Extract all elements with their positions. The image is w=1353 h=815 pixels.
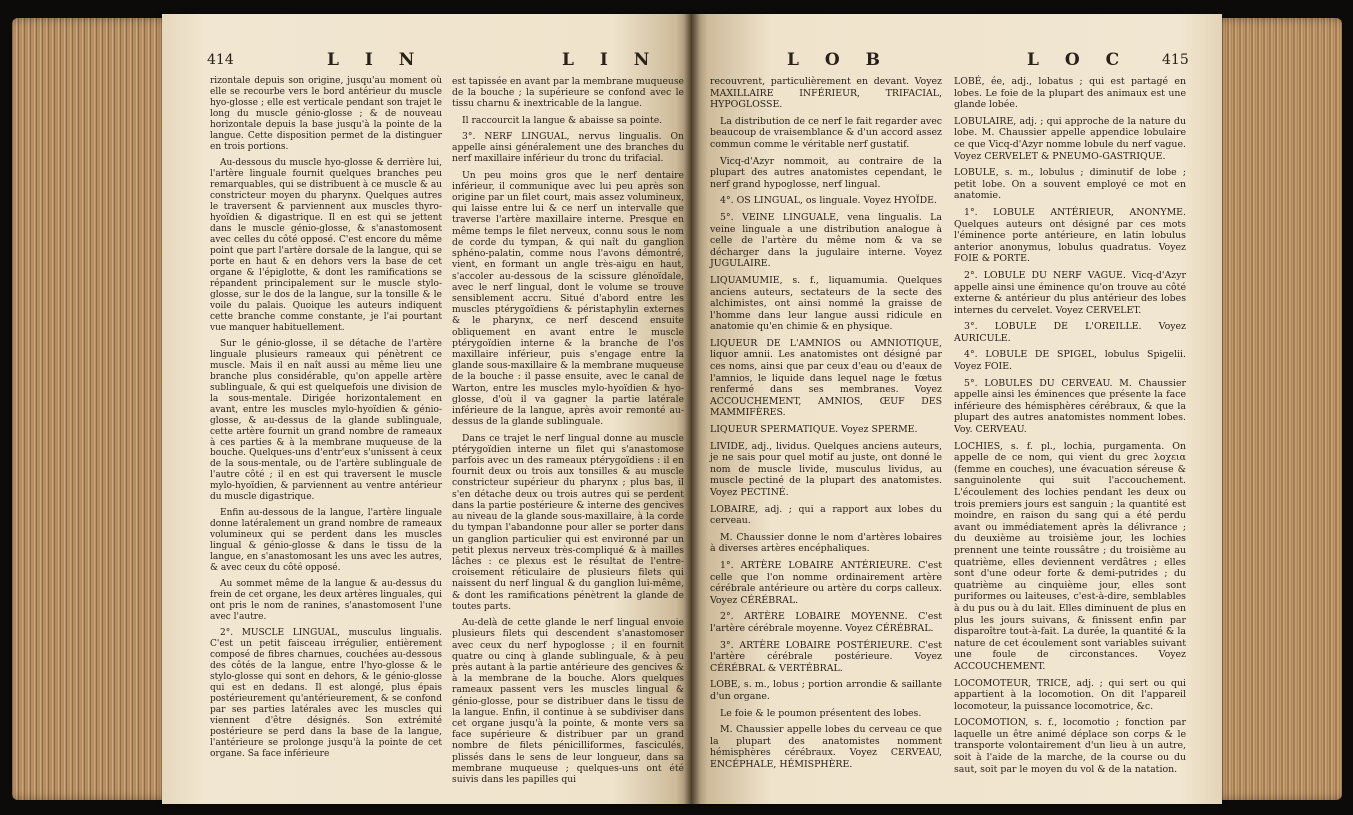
- paragraph: Sur le génio-glosse, il se détache de l'artère linguale plusieurs rameaux qui pénètrent ce muscle. Mais il en naît aussi au même lieu une branche plus considérable, qu'on appelle artère sublinguale, & qui est quelquefois une division de la sous-mentale. Dirigée horizontalement en avant, entre les muscles mylo-hyoïdien & génio-glosse, & au-dessus de la glande sublinguale, cette artère fournit un grand nombre de rameaux à ces parties & à la membrane muqueuse de la bouche. Quelques-uns d'entr'eux s'unissent à ceux de la sous-mentale, ou de l'artère sublinguale de l'autre côté ; il en est qui traversent le muscle mylo-hyoïdien, & parviennent au ventre antérieur du muscle digastrique.: [210, 338, 442, 503]
- entry: LOBÉ, ée, adj., lobatus ; qui est partagé en lobes. Le foie de la plupart des animaux est une glande lobée.: [954, 76, 1186, 111]
- paragraph: Enfin au-dessous de la langue, l'artère linguale donne latéralement un grand nombre de rameaux volumineux qui se perdent dans les muscles lingual & génio-glosse & dans le tissu de la langue, en s'anastomosant les uns avec les autres, & avec ceux du côté opposé.: [210, 508, 442, 574]
- right-page: [692, 14, 1222, 804]
- entry: LIVIDE, adj., lividus. Quelques anciens auteurs, je ne sais pour quel motif au juste, ont donné le nom de muscle livide, musculus lividus, au muscle pectiné de la plupart des anatomistes. Voyez PECTINÉ.: [710, 440, 942, 498]
- paragraph: est tapissée en avant par la membrane muqueuse de la bouche ; la supérieure se confond avec le tissu charnu & inextricable de la langue.: [452, 76, 684, 110]
- paragraph: La distribution de ce nerf le fait regarder avec beaucoup de vraisemblance & d'un accord assez commun comme le véritable nerf gustatif.: [710, 115, 942, 150]
- entry: LIQUEUR DE L'AMNIOS ou AMNIOTIQUE, liquor amnii. Les anatomistes ont désigné par ces noms, ainsi que par ceux d'eau ou d'eaux de l'amnios, le liquide dans lequel nage le fœtus renfermé dans ses membranes. Voyez ACCOUCHEMENT, AMNIOS, ŒUF DES MAMMIFÈRES.: [710, 337, 942, 419]
- page-edges-left: [12, 18, 177, 800]
- entry: LIQUAMUMIE, s. f., liquamumia. Quelques anciens auteurs, sectateurs de la secte des alchimistes, ont ainsi nommé la graisse de l'homme dans leur langue aussi ridicule en anatomie qu'en chimie & en physique.: [710, 274, 942, 333]
- paragraph: 3°. LOBULE DE L'OREILLE. Voyez AURICULE.: [954, 321, 1186, 344]
- paragraph: Au-dessous du muscle hyo-glosse & derrière lui, l'artère linguale fournit quelques branches peu remarquables, qui se distribuent à ce muscle & au constricteur moyen du pharynx. Quelques autres le traversent & parviennent aux muscles thyro-hyoïdien & digastrique. Il en est qui se jettent dans le muscle génio-glosse, & s'anastomosent avec celles du côté opposé. C'est encore du même point que part l'artère dorsale de la langue, qui se porte en haut & en dehors vers la base de cet organe & l'épiglotte, & dont les ramifications se répandent principalement sur le muscle stylo-glosse, sur le dos de la langue, sur la tonsille & le voile du palais. Quoique les auteurs indiquent cette branche comme constante, je l'ai pourtant vue manquer habituellement.: [210, 157, 442, 333]
- paragraph: 4°. OS LINGUAL, os linguale. Voyez HYOÏDE.: [720, 195, 937, 207]
- entry: LOCHIES, s. f. pl., lochia, purgamenta. On appelle de ce nom, qui vient du grec λοχεια (femme en couches), une évacuation séreuse & sanguinolente qui suit l'accouchement. L'écoulement des lochies pendant les deux ou trois premiers jours est sanguin ; la quantité est moindre, en raison du sang qui a été perdu avant ou immédiatement après la délivrance ; du deuxième au troisième jour, les lochies prennent une teinte roussâtre ; du troisième au quatrième, elles deviennent verdâtres ; elles sont d'une odeur forte & demi-putrides ; du quatrième au cinquième jour, elles sont puriformes ou laiteuses, c'est-à-dire, semblables à du pus ou à du lait. Elles diminuent de plus en plus les jours suivans, & finissent enfin par disparoître tout-à-fait. La durée, la quantité & la nature de cet écoulement sont variables suivant une foule de circonstances. Voyez ACCOUCHEMENT.: [954, 440, 1186, 672]
- entry: LOCOMOTEUR, TRICE, adj. ; qui sert ou qui appartient à la locomotion. On dit l'appareil locomoteur, la puissance locomotrice, &c.: [954, 677, 1186, 712]
- entry: LIQUEUR SPERMATIQUE. Voyez SPERME.: [710, 424, 918, 436]
- entry: LOBULAIRE, adj. ; qui approche de la nature du lobe. M. Chaussier appelle appendice lobulaire ce que Vicq-d'Azyr nomme lobule du nerf vague. Voyez CERVELET & PNEUMO-GASTRIQUE.: [954, 115, 1186, 162]
- paragraph: M. Chaussier donne le nom d'artères lobaires à diverses artères encéphaliques.: [710, 531, 942, 555]
- paragraph: 5°. VEINE LINGUALE, vena lingualis. La veine linguale a une distribution analogue à celle de l'artère du même nom & va se décharger dans la jugulaire interne. Voyez JUGULAIRE.: [710, 211, 942, 270]
- paragraph: M. Chaussier appelle lobes du cerveau ce que la plupart des anatomistes nomment hémisphères cérébraux. Voyez CERVEAU, ENCÉPHALE, HÉMISPHÈRE.: [710, 724, 942, 770]
- paragraph: Au sommet même de la langue & au-dessus du frein de cet organe, les deux artères linguales, qui ont pris le nom de ranines, s'anastomosent l'une avec l'autre.: [210, 579, 442, 623]
- left-page: [162, 14, 692, 804]
- paragraph: 1°. LOBULE ANTÉRIEUR, ANONYME. Quelques auteurs ont désigné par ces mots l'éminence porte antérieure, en latin lobulus anterior anonymus, lobulus quadratus. Voyez FOIE & PORTE.: [954, 206, 1186, 265]
- paragraph: 5°. LOBULES DU CERVEAU. M. Chaussier appelle ainsi les éminences que présente la face inférieure des hémisphères cérébraux, & que la plupart des autres anatomistes nomment lobes. Voy. CERVEAU.: [954, 377, 1186, 436]
- paragraph: 3°. NERF LINGUAL, nervus lingualis. On appelle ainsi généralement une des branches du nerf maxillaire inférieur du tronc du trifacial.: [452, 130, 684, 165]
- entry: LOBE, s. m., lobus ; portion arrondie & saillante d'un organe.: [710, 679, 942, 702]
- running-head-left-col2: L I N: [562, 50, 660, 70]
- running-head-right-col2: L O C: [1027, 50, 1130, 70]
- paragraph: 1°. ARTÈRE LOBAIRE ANTÉRIEURE. C'est celle que l'on nomme ordinairement artère cérébrale antérieure ou artère du corps calleux. Voyez CÉRÉBRAL.: [710, 559, 942, 606]
- running-head-right-col1: L O B: [787, 50, 890, 70]
- left-page-column-2: [452, 76, 684, 790]
- paragraph: 2°. MUSCLE LINGUAL, musculus lingualis. C'est un petit faisceau irrégulier, entièrement composé de fibres charnues, couchées au-dessous des côtés de la langue, entre l'hyo-glosse & le stylo-glosse qui sont en dehors, & le génio-glosse qui est en dedans. Il est alongé, plus épais postérieurement qu'antérieurement, & se confond par ses parties latérales avec les muscles qui viennent d'être désignés. Son extrémité postérieure se perd dans la base de la langue, l'antérieure se prolonge jusqu'à la pointe de cet organe. Sa face inférieure: [210, 628, 442, 760]
- left-page-column-1: [210, 76, 442, 765]
- paragraph: Dans ce trajet le nerf lingual donne au muscle ptérygoïdien interne un filet qui s'anastomose parfois avec un des rameaux ptérygoïdiens : il en fournit deux ou trois aux tonsilles & au muscle constricteur supérieur du pharynx ; plus bas, il s'en détache deux ou trois autres qui se perdent dans la partie postérieure & interne des gencives au niveau de la glande sous-maxillaire, à la corde du tympan l'abandonne pour aller se porter dans un ganglion particulier qui est environné par un petit plexus nerveux très-compliqué & à mailles lâches : ce plexus est le résultat de l'entre-croisement réticulaire de plusieurs filets qui naissent du nerf lingual & du ganglion lui-même, & dont les ramifications pénètrent la glande de toutes parts.: [452, 432, 684, 612]
- paragraph: recouvrent, particulièrement en devant. Voyez MAXILLAIRE INFÉRIEUR, TRIFACIAL, HYPOGLOSSE.: [710, 76, 942, 111]
- entry: LOBULE, s. m., lobulus ; diminutif de lobe ; petit lobe. On a souvent employé ce mot en anatomie.: [954, 167, 1186, 202]
- running-head-left-col1: L I N: [327, 50, 425, 70]
- paragraph: 2°. ARTÈRE LOBAIRE MOYENNE. C'est l'artère cérébrale moyenne. Voyez CÉRÉBRAL.: [710, 611, 942, 634]
- paragraph: 4°. LOBULE DE SPIGEL, lobulus Spigelii. Voyez FOIE.: [954, 349, 1186, 373]
- book-gutter: [684, 14, 700, 804]
- paragraph: Vicq-d'Azyr nommoit, au contraire de la plupart des autres anatomistes cependant, le nerf grand hypoglosse, nerf lingual.: [710, 155, 942, 190]
- paragraph: Le foie & le poumon présentent des lobes.: [720, 707, 922, 719]
- right-page-column-1: [710, 76, 942, 775]
- paragraph: 2°. LOBULE DU NERF VAGUE. Vicq-d'Azyr appelle ainsi une éminence qu'on trouve au côté externe & antérieur du plus antérieur des lobes internes du cervelet. Voyez CERVELET.: [954, 269, 1186, 316]
- paragraph: Au-delà de cette glande le nerf lingual envoie plusieurs filets qui descendent s'anastomoser avec ceux du nerf hypoglosse ; il en fournit quatre ou cinq à glande sublinguale, & à peu près autant à la partie antérieure des gencives & à la membrane de la bouche. Alors quelques rameaux passent vers les muscles lingual & génio-glosse, pour se distribuer dans le tissu de la langue. Enfin, il continue à se subdiviser dans cet organe jusqu'à la pointe, & monte vers sa face supérieure & distribuer par un grand nombre de filets pénicilliformes, fasciculés, plissés dans le sens de leur longueur, dans sa membrane muqueuse ; quelques-uns ont été suivis dans les papilles qui: [452, 617, 684, 786]
- page-number-left: 414: [207, 52, 234, 68]
- paragraph: Un peu moins gros que le nerf dentaire inférieur, il communique avec lui peu après son origine par un filet court, mais assez volumineux, qui laisse entre lui & ce nerf un intervalle que traverse l'artère maxillaire interne. Presque en même temps le filet nerveux, connu sous le nom de corde du tympan, & qui naît du ganglion sphéno-palatin, comme nous l'avons démontré, vient, en formant un angle très-aigu en haut, s'accoler au-dessous de la scissure glénoïdale, avec le nerf lingual, dont le volume se trouve sensiblement accru. Situé d'abord entre les muscles ptérygoïdiens & péristaphylin externes & le pharynx, ce nerf descend ensuite obliquement en avant entre le muscle ptérygoïdien interne & la branche de l'os maxillaire inférieur, puis s'engage entre la glande sous-maxillaire & la membrane muqueuse de la bouche : il passe ensuite, avec le canal de Warton, entre les muscles mylo-hyoïdien & hyo-glosse, d'où il va gagner la partie latérale inférieure de la langue, après avoir remonté au-dessus de la glande sublinguale.: [452, 169, 684, 428]
- paragraph: rizontale depuis son origine, jusqu'au moment où elle se recourbe vers le bord antérieur du muscle hyo-glosse ; elle est verticale pendant son trajet le long du muscle génio-glosse ; & de nouveau horizontale depuis la base jusqu'à la pointe de la langue. Cette disposition permet de la distinguer en trois portions.: [210, 76, 442, 152]
- page-number-right: 415: [1162, 52, 1189, 68]
- entry: LOBAIRE, adj. ; qui a rapport aux lobes du cerveau.: [710, 503, 942, 527]
- paragraph: 3°. ARTÈRE LOBAIRE POSTÉRIEURE. C'est l'artère cérébrale postérieure. Voyez CÉRÉBRAL & VERTÉBRAL.: [710, 639, 942, 674]
- right-page-column-2: [954, 76, 1186, 780]
- open-book: [12, 14, 1342, 804]
- paragraph: Il raccourcit la langue & abaisse sa pointe.: [462, 114, 663, 126]
- entry: LOCOMOTION, s. f., locomotio ; fonction par laquelle un être animé déplace son corps & le transporte volontairement d'un lieu à un autre, soit à l'aide de la marche, de la course ou du saut, soit par le moyen du vol & de la natation.: [954, 717, 1186, 775]
